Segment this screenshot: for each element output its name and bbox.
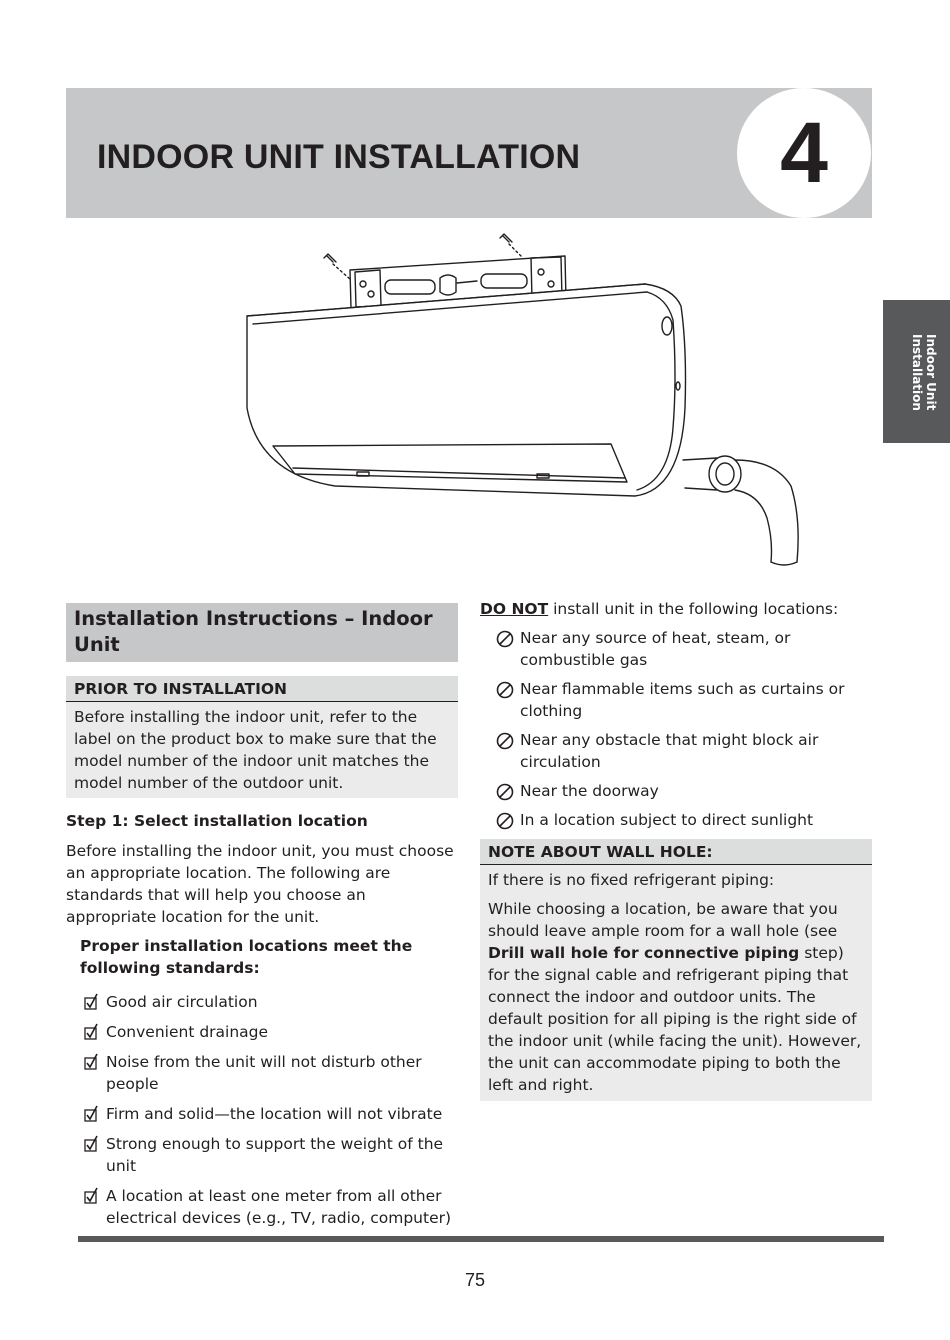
chapter-number: 4	[780, 105, 828, 201]
checkbox-check-icon	[84, 1023, 100, 1041]
side-section-tab[interactable]	[883, 300, 950, 443]
prior-to-installation-box	[66, 676, 458, 798]
do-not-text: Near the doorway	[520, 782, 659, 800]
standards-list	[66, 991, 458, 1229]
checkbox-check-icon	[84, 1135, 100, 1153]
mounting-screw-left-icon	[324, 254, 351, 280]
checkbox-check-icon	[84, 1053, 100, 1071]
do-not-emphasis: DO NOT	[480, 600, 549, 618]
mounting-screw-right-icon	[500, 234, 523, 258]
prohibited-icon	[496, 630, 514, 648]
wall-hole-step-reference: Drill wall hole for connective piping	[488, 944, 800, 962]
left-column	[66, 603, 458, 1237]
refrigerant-pipe	[683, 456, 798, 565]
prohibited-icon	[496, 681, 514, 699]
prior-body: Before installing the indoor unit, refer to the label on the product box to make sure that the model number of the indoor unit matches the model number of the outdoor unit.	[74, 708, 437, 792]
side-tab-label-line2: Installation	[910, 334, 924, 411]
list-item	[496, 809, 872, 831]
list-item	[496, 780, 872, 802]
prohibited-icon	[496, 812, 514, 830]
standard-text: Noise from the unit will not disturb other people	[106, 1053, 422, 1093]
indoor-unit-body	[247, 284, 686, 496]
chapter-title: INDOOR UNIT INSTALLATION	[97, 138, 581, 176]
list-item	[84, 1185, 458, 1229]
list-item	[496, 678, 872, 722]
wall-hole-heading: NOTE ABOUT WALL HOLE:	[480, 839, 872, 865]
checkbox-check-icon	[84, 1187, 100, 1205]
do-not-intro	[480, 598, 872, 620]
section-title: Installation Instructions – Indoor Unit	[66, 603, 458, 662]
list-item	[496, 729, 872, 773]
standards-heading: Proper installation locations meet the following standards:	[80, 937, 413, 977]
step1-heading: Step 1: Select installation location	[66, 812, 368, 830]
do-not-text: Near flammable items such as curtains or clothing	[520, 680, 845, 720]
side-tab-label	[888, 334, 938, 434]
do-not-text: Near any obstacle that might block air circulation	[520, 731, 819, 771]
do-not-text: Near any source of heat, steam, or combustible gas	[520, 629, 791, 669]
chapter-header-banner	[66, 88, 872, 218]
prohibited-icon	[496, 732, 514, 750]
indoor-unit-illustration	[235, 228, 815, 573]
list-item	[84, 1103, 458, 1125]
prior-heading: PRIOR TO INSTALLATION	[66, 676, 458, 702]
list-item	[84, 1051, 458, 1095]
footer-divider	[78, 1236, 884, 1242]
prohibited-icon	[496, 783, 514, 801]
side-tab-label-line1: Indoor Unit	[924, 334, 938, 411]
do-not-rest: install unit in the following locations:	[548, 600, 839, 618]
wall-hole-para2-start: While choosing a location, be aware that you should leave ample room for a wall hole (see	[488, 900, 838, 940]
wall-hole-para2	[480, 896, 872, 1101]
list-item	[84, 1133, 458, 1177]
right-column	[480, 598, 872, 1101]
chapter-number-badge	[737, 88, 871, 218]
standard-text: A location at least one meter from all other electrical devices (e.g., TV, radio, computer)	[106, 1187, 452, 1227]
do-not-text: In a location subject to direct sunlight	[520, 811, 814, 829]
standard-text: Firm and solid—the location will not vibrate	[106, 1105, 443, 1123]
wall-hole-para2-end: step) for the signal cable and refrigerant piping that connect the indoor and outdoor units. The default position for all piping is the right side of the indoor unit (while facing the unit). However, the unit can accommodate piping to both the left and right.	[488, 944, 862, 1094]
step1-body: Before installing the indoor unit, you must choose an appropriate location. The following are standards that will help you choose an appropriate location for the unit.	[66, 842, 454, 926]
standard-text: Strong enough to support the weight of the unit	[106, 1135, 444, 1175]
page-number: 75	[464, 1270, 486, 1290]
wall-hole-para1: If there is no fixed refrigerant piping:	[488, 871, 775, 889]
wall-hole-note-box	[480, 839, 872, 1101]
list-item	[84, 1021, 458, 1043]
list-item	[84, 991, 458, 1013]
checkbox-check-icon	[84, 1105, 100, 1123]
list-item	[496, 627, 872, 671]
checkbox-check-icon	[84, 993, 100, 1011]
do-not-list	[480, 627, 872, 831]
standard-text: Convenient drainage	[106, 1023, 269, 1041]
standard-text: Good air circulation	[106, 993, 258, 1011]
